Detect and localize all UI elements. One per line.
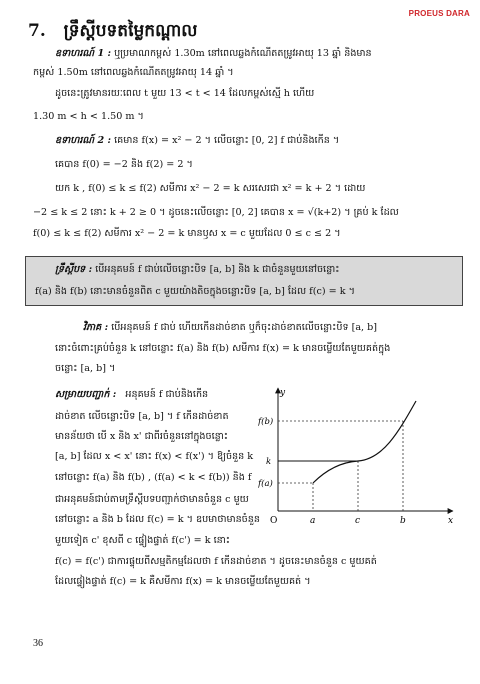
theorem-line-2: f(a) និង f(b) នោះមានចំនួនពិត c មួយយ៉ាងតិចក្នុងចន្លោះបិទ [a, b] ដែល f(c) = k ។ [35, 286, 355, 297]
b-label: b [400, 516, 406, 526]
k-label: k [266, 457, 272, 467]
theorem-line-1 [55, 263, 339, 276]
example-1-text: ឬប្រមាណកម្ពស់ 1.30m នៅពេលឆ្លងកំណើតតម្រូវអាយុ 13 ឆ្នាំ និងមាន [114, 48, 372, 59]
ivt-graph [258, 383, 458, 533]
proof-line-2: ដាច់ខាត លើចន្លោះបិទ [a, b] ។ f កើនដាច់ខាត [55, 411, 229, 422]
x-axis-label: x [448, 516, 454, 526]
proof-line-1 [55, 388, 208, 401]
example-1-label: ឧទាហរណ៍ 1 : [55, 48, 112, 59]
theorem-label: ទ្រឹស្តីបទ : [55, 264, 93, 275]
proof-label: សម្រាយបញ្ជាក់ : [55, 389, 117, 400]
proof-line-7: នៅចន្លោះ a និង b ដែល f(c) = k ។ ឧបមាថាមានចំនួន [55, 514, 260, 525]
example-1-line-4: 1.30 m < h < 1.50 m ។ [33, 111, 144, 122]
section-number: 7. [28, 21, 46, 41]
page-number: 36 [33, 638, 43, 649]
c-label: c [355, 516, 361, 526]
example-2-line-2: គេបាន f(0) = −2 និង f(2) = 2 ។ [55, 159, 193, 170]
proof-line-3: មានន័យថា បើ x និង x' ជាពីរចំនួននៅក្នុងចន្លោះ [55, 431, 228, 442]
remark-line-1 [83, 321, 377, 334]
example-2-line-5: f(0) ≤ k ≤ f(2) សមីការ x² − 2 = k មានឫស x = c មួយដែល 0 ≤ c ≤ 2 ។ [33, 228, 341, 239]
header-tag: PROEUS DARA [408, 9, 470, 18]
proof-line-9: f(c) = f(c') ជាការផ្ទុយពីសម្មតិកម្មដែលថា f កើនដាច់ខាត ។ ដូចនេះមានចំនួន c មួយគត់ [55, 556, 377, 567]
remark-line-3: ចន្លោះ [a, b] ។ [55, 363, 116, 374]
fa-label: f(a) [258, 479, 273, 489]
proof-line-8: មួយទៀត c' ខុសពី c ផ្ទៀងផ្ទាត់ f(c') = k នោះ [55, 535, 231, 546]
example-1-line-2: កម្ពស់ 1.50m នៅពេលឆ្លងកំណើតតម្រូវអាយុ 14 ឆ្នាំ ។ [33, 67, 234, 78]
example-2-line-1 [55, 134, 339, 147]
example-2-text: គេមាន f(x) = x² − 2 ។ លើចន្លោះ [0, 2] f ជាប់និងកើន ។ [114, 135, 340, 146]
function-curve [313, 401, 416, 483]
remark-text: បើអនុគមន៍ f ជាប់ ហើយកើនដាច់ខាត ឬក៏ចុះដាច់ខាតលើចន្លោះបិទ [a, b] [111, 322, 378, 333]
example-2-label: ឧទាហរណ៍ 2 : [55, 135, 112, 146]
example-1-line-3: ដូចនេះត្រូវមានរយៈពេល t មួយ 13 < t < 14 ដែលកម្ពស់ស្មើ h ហើយ [55, 88, 315, 99]
theorem-text: បើអនុគមន៍ f ជាប់លើចន្លោះបិទ [a, b] និង k ជាចំនួនមួយនៅចន្លោះ [95, 264, 340, 275]
section-heading: ទ្រឹស្តីបទតម្លៃកណ្តាល [63, 21, 198, 41]
proof-line-6: ជាអនុគមន៍ជាប់តាមទ្រឹស្តីបទបញ្ជាក់ថាមានចំនួន c មួយ [55, 494, 249, 505]
remark-label: វិភាគ : [83, 322, 109, 333]
origin-label: O [270, 516, 278, 526]
proof-line-4: [a, b] ដែល x < x' នោះ f(x) < f(x') ។ ឱ្យចំនួន k [55, 451, 254, 462]
example-1-line-1 [55, 47, 372, 60]
example-2-line-4: −2 ≤ k ≤ 2 នោះ k + 2 ≥ 0 ។ ដូចនេះលើចន្លោះ [0, 2] គេបាន x = √(k+2) ។ គ្រប់ k ដែល [33, 207, 399, 218]
section-title [28, 20, 197, 45]
fb-label: f(b) [258, 417, 274, 427]
y-axis-label: y [280, 388, 286, 398]
example-2-line-3: យក k , f(0) ≤ k ≤ f(2) សមីការ x² − 2 = k សរសេរជា x² = k + 2 ។ ដោយ [55, 183, 366, 194]
proof-line-10: ដែលផ្ទៀងផ្ទាត់ f(c) = k គឺសមីការ f(x) = k មានចម្លើយតែមួយគត់ ។ [55, 576, 311, 587]
remark-line-2: នោះចំពោះគ្រប់ចំនួន k នៅចន្លោះ f(a) និង f(b) សមីការ f(x) = k មានចម្លើយតែមួយគត់ក្នុង [55, 343, 391, 354]
proof-text: អនុគមន៍ f ជាប់និងកើន [125, 389, 209, 400]
a-label: a [310, 516, 316, 526]
proof-line-5: នៅចន្លោះ f(a) និង f(b) , (f(a) < k < f(b)) និង f [55, 472, 252, 483]
